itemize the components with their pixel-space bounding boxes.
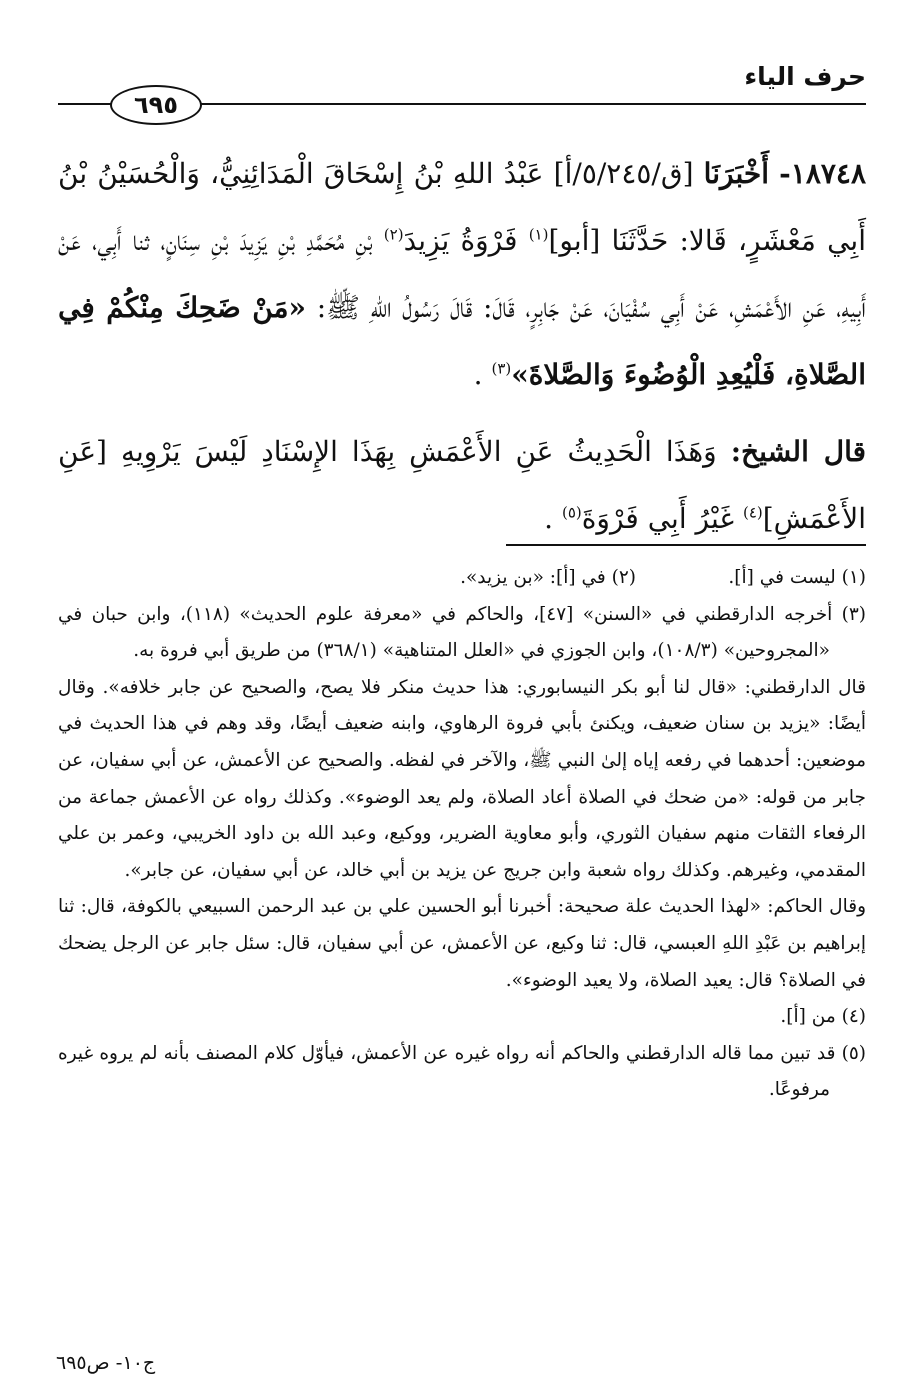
comment-part-2: غَيْرُ أَبِي فَرْوَةَ xyxy=(581,502,735,535)
footnote-3: (٣) أخرجه الدارقطني في «السنن» [٤٧]، والحاكم في «معرفة علوم الحديث» (١١٨)، وابن حبان في «المجروحين» (١٠٨/٣)، وابن الجوزي في «العلل المتناهية» (٣٦٨/١) من طريق أبي فروة به. xyxy=(58,603,866,662)
printer-signature: ج١٠- ص٦٩٥ xyxy=(56,1352,156,1374)
shaykh-label: قال الشيخ: xyxy=(730,435,866,468)
isnad-part-2: فَرْوَةُ يَزِيدَ xyxy=(403,224,518,257)
hadith-matn: «مَنْ ضَحِكَ مِنْكُمْ فِي الصَّلاةِ، فَلْيُعِدِ الْوُضُوءَ وَالصَّلاةَ» xyxy=(58,291,866,391)
footnotes xyxy=(58,560,866,1109)
entry-number: ١٨٧٤٨- xyxy=(779,157,866,190)
page-number-oval xyxy=(110,85,202,125)
footnotes-1-2 xyxy=(58,560,866,597)
comment-end: . xyxy=(544,502,554,535)
footnote-5: (٥) قد تبين مما قاله الدارقطني والحاكم أنه رواه غيره عن الأعمش، فيأوّل كلام المصنف بأنه لم يروه غيره مرفوعًا. xyxy=(58,1042,866,1101)
shaykh-comment xyxy=(58,418,866,552)
hadith-entry xyxy=(58,140,866,408)
running-head: حرف الياء xyxy=(744,62,866,91)
isnad-part-3: بْنِ مُحَمَّدِ بْنِ يَزِيدَ بْنِ سِنَانٍ، ثنا أَبِي، عَنْ أَبِيهِ، عَنِ الأَعْمَشِ، عَنْ أَبِي سُفْيَانَ، عَنْ جَابِرٍ، قَالَ: قَالَ رَسُولُ اللهِ ﷺ: xyxy=(58,224,866,324)
footnote-ref-5[interactable]: (٥) xyxy=(561,503,582,522)
akhbarana: أَخْبَرَنَا xyxy=(703,157,769,190)
footnote-3-hakim: وقال الحاكم: «لهذا الحديث علة صحيحة: أخبرنا أبو الحسين علي بن عبد الرحمن السبيعي بالكوفة، قال: ثنا إبراهيم بن عَبْدِ اللهِ العبسي، قال: ثنا وكيع، عن الأعمش، عن أبي سفيان، قال: سئل جابر عن الرجل يضحك في الصلاة؟ قال: يعيد الصلاة، ولا يعيد الوضوء». xyxy=(58,896,866,991)
footnote-ref-4[interactable]: (٤) xyxy=(742,503,763,522)
footnote-4: (٤) من [أ]. xyxy=(780,1006,866,1028)
footnote-3-daraqutni: قال الدارقطني: «قال لنا أبو بكر النيسابوري: هذا حديث منكر فلا يصح، والصحيح عن جابر خلافه». وقال أيضًا: «يزيد بن سنان ضعيف، ويكنئ بأبي فروة الرهاوي، وابنه ضعيف أيضًا، وقد وهم في هذا الحديث في موضعين: أحدهما في رفعه إياه إلىٰ النبي ﷺ، والآخر في لفظه. والصحيح عن الأعمش، عن أبي سفيان، عن جابر من قوله: «من ضحك في الصلاة أعاد الصلاة، ولم يعد الوضوء». وكذلك رواه عن الأعمش جماعة من الرفعاء الثقات منهم سفيان الثوري، وأبو معاوية الضرير، ووكيع، وعبد الله بن داود الخريبي، وعمر بن علي المقدمي، وغيرهم. وكذلك رواه شعبة وابن جريج عن يزيد بن أبي خالد، عن أبي سفيان، عن جابر». xyxy=(58,676,866,881)
isnad-part-1: [ق/٥/٢٤٥/أ] عَبْدُ اللهِ بْنُ إِسْحَاقَ الْمَدَائِنِيُّ، وَالْحُسَيْنُ بْنُ أَبِي مَعْشَرٍ، قَالا: حَدَّثَنَا [أبو] xyxy=(58,157,866,257)
footnote-ref-1[interactable]: (١) xyxy=(528,225,549,244)
comment-part-1: وَهَذَا الْحَدِيثُ عَنِ الأَعْمَشِ بِهَذَا الإِسْنَادِ لَيْسَ يَرْوِيهِ [عَنِ الأَعْمَشِ] xyxy=(58,435,866,535)
main-text xyxy=(58,140,866,552)
footnote-ref-2[interactable]: (٢) xyxy=(383,225,404,244)
footnote-2: (٢) في [أ]: «بن يزيد». xyxy=(460,567,636,588)
entry-end: . xyxy=(473,358,483,391)
footnote-1: (١) ليست في [أ]. xyxy=(728,567,866,588)
footnote-ref-3[interactable]: (٣) xyxy=(491,359,512,378)
footnote-rule xyxy=(506,544,866,546)
page-number: ٦٩٥ xyxy=(134,91,178,119)
